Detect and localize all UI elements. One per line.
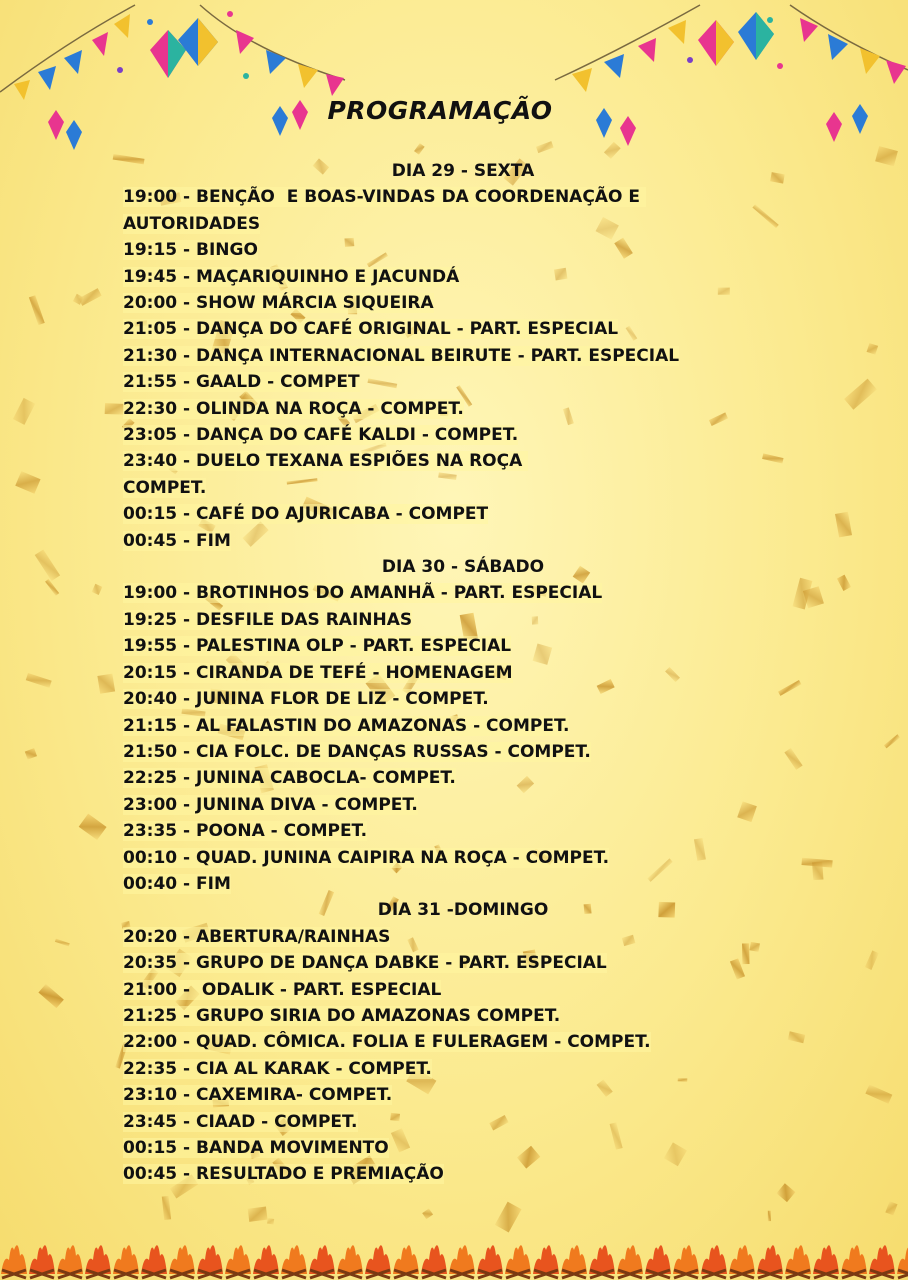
confetti-piece	[801, 858, 832, 868]
schedule-item-text: 21:50 - CIA FOLC. DE DANÇAS RUSSAS - COMPET.	[123, 741, 591, 762]
schedule-item	[123, 818, 723, 844]
schedule-item-text: 00:15 - CAFÉ DO AJURICABA - COMPET	[123, 504, 489, 525]
confetti-piece	[105, 403, 124, 414]
schedule-item	[123, 977, 723, 1003]
schedule-item	[123, 264, 723, 290]
schedule-item	[123, 660, 723, 686]
schedule-item-text: 20:00 - SHOW MÁRCIA SIQUEIRA	[123, 293, 434, 314]
confetti-piece	[837, 575, 851, 591]
schedule-item-text: 19:25 - DESFILE DAS RAINHAS	[123, 609, 413, 630]
schedule-item-text: 00:45 - RESULTADO E PREMIAÇÃO	[123, 1164, 444, 1185]
schedule-item-text: 23:00 - JUNINA DIVA - COMPET.	[123, 794, 418, 815]
schedule-item-text: 21:25 - GRUPO SIRIA DO AMAZONAS COMPET.	[123, 1005, 561, 1026]
schedule-item-text: 23:40 - DUELO TEXANA ESPIÕES NA ROÇA COMPET.	[123, 451, 529, 498]
schedule-item-text: 23:45 - CIAAD - COMPET.	[123, 1111, 358, 1132]
confetti-piece	[29, 295, 45, 325]
schedule-item-text: 00:45 - FIM	[123, 530, 231, 551]
confetti-piece	[495, 1202, 522, 1233]
confetti-piece	[875, 146, 898, 166]
schedule-item	[123, 950, 723, 976]
schedule-item	[123, 871, 723, 897]
schedule-item-text: 20:35 - GRUPO DE DANÇA DABKE - PART. ESPECIAL	[123, 953, 607, 974]
confetti-piece	[884, 734, 900, 748]
confetti-piece	[752, 204, 778, 228]
confetti-piece	[865, 950, 879, 970]
schedule-item-text: 00:40 - FIM	[123, 873, 231, 894]
confetti-piece	[768, 1211, 771, 1221]
confetti-piece	[162, 1196, 171, 1220]
schedule-item-text: 19:15 - BINGO	[123, 240, 258, 261]
schedule-item	[123, 1109, 723, 1135]
confetti-piece	[13, 398, 35, 425]
schedule-item-text: 00:15 - BANDA MOVIMENTO	[123, 1137, 389, 1158]
confetti-piece	[737, 801, 757, 822]
schedule-item	[123, 501, 723, 527]
schedule	[123, 158, 723, 1188]
schedule-item-text: 21:00 - ODALIK - PART. ESPECIAL	[123, 979, 442, 1000]
confetti-piece	[55, 939, 70, 947]
confetti-piece	[15, 471, 40, 494]
schedule-item	[123, 1082, 723, 1108]
confetti-piece	[38, 984, 63, 1008]
confetti-piece	[844, 379, 877, 410]
page-title: PROGRAMAÇÃO	[327, 96, 553, 125]
schedule-item	[123, 343, 723, 369]
schedule-item-text: 19:45 - MAÇARIQUINHO E JACUNDÁ	[123, 266, 460, 287]
schedule-item	[123, 580, 723, 606]
schedule-item-text: 22:25 - JUNINA CABOCLA- COMPET.	[123, 768, 456, 789]
confetti-piece	[784, 748, 802, 770]
schedule-item	[123, 369, 723, 395]
confetti-piece	[422, 1208, 433, 1219]
confetti-piece	[79, 814, 107, 840]
schedule-item	[123, 290, 723, 316]
schedule-item-text: 21:15 - AL FALASTIN DO AMAZONAS - COMPET.	[123, 715, 570, 736]
schedule-item-text: 20:20 - ABERTURA/RAINHAS	[123, 926, 391, 947]
paper-lantern-icon	[48, 11, 308, 150]
schedule-item	[123, 633, 723, 659]
confetti-piece	[248, 1207, 268, 1222]
confetti-piece	[742, 943, 749, 964]
paper-lantern-icon	[596, 12, 868, 146]
confetti-piece	[97, 674, 115, 694]
confetti-piece	[749, 942, 760, 952]
confetti-piece	[778, 680, 801, 696]
confetti-piece	[865, 1084, 892, 1103]
schedule-item-text: 22:30 - OLINDA NA ROÇA - COMPET.	[123, 398, 464, 419]
schedule-item-text: 21:05 - DANÇA DO CAFÉ ORIGINAL - PART. ESPECIAL	[123, 319, 619, 340]
confetti-piece	[25, 748, 37, 759]
schedule-item	[123, 1056, 723, 1082]
schedule-item-text: 22:00 - QUAD. CÔMICA. FOLIA E FULERAGEM - COMPET.	[123, 1032, 651, 1053]
schedule-item	[123, 1029, 723, 1055]
schedule-item	[123, 1003, 723, 1029]
schedule-item	[123, 316, 723, 342]
schedule-item	[123, 448, 553, 501]
schedule-item	[123, 237, 723, 263]
confetti-piece	[776, 1183, 795, 1202]
schedule-item	[123, 713, 723, 739]
day-heading: DIA 31 -DOMINGO	[377, 900, 549, 921]
confetti-piece	[536, 141, 554, 153]
confetti-piece	[35, 549, 60, 581]
day-section	[123, 897, 723, 1187]
confetti-piece	[45, 579, 59, 596]
schedule-item-text: 21:30 - DANÇA INTERNACIONAL BEIRUTE - PART. ESPECIAL	[123, 345, 680, 366]
confetti-piece	[867, 343, 879, 355]
schedule-item-text: 23:10 - CAXEMIRA- COMPET.	[123, 1085, 393, 1106]
confetti-piece	[788, 1031, 805, 1043]
schedule-item	[123, 607, 723, 633]
confetti-piece	[414, 143, 425, 154]
confetti-piece	[267, 1218, 274, 1224]
schedule-item-text: 20:40 - JUNINA FLOR DE LIZ - COMPET.	[123, 689, 489, 710]
day-section	[123, 554, 723, 897]
confetti-piece	[885, 1201, 897, 1215]
day-heading: DIA 30 - SÁBADO	[381, 557, 545, 578]
schedule-item-text: 19:00 - BENÇÃO E BOAS-VINDAS DA COORDENAÇÃO E AUTORIDADES	[123, 187, 646, 234]
schedule-item	[123, 1135, 723, 1161]
confetti-piece	[92, 584, 103, 595]
confetti-piece	[835, 512, 852, 538]
schedule-item-text: 23:35 - POONA - COMPET.	[123, 821, 368, 842]
schedule-item-text: 20:15 - CIRANDA DE TEFÉ - HOMENAGEM	[123, 662, 513, 683]
schedule-item-text: 00:10 - QUAD. JUNINA CAIPIRA NA ROÇA - COMPET.	[123, 847, 610, 868]
bonfire-row	[0, 1236, 908, 1280]
schedule-item	[123, 845, 723, 871]
schedule-item	[123, 422, 723, 448]
schedule-item	[123, 924, 723, 950]
day-heading: DIA 29 - SEXTA	[391, 161, 535, 181]
schedule-item	[123, 396, 723, 422]
schedule-item-text: 19:00 - BROTINHOS DO AMANHÃ - PART. ESPECIAL	[123, 583, 603, 604]
confetti-piece	[26, 673, 52, 688]
schedule-item-text: 22:35 - CIA AL KARAK - COMPET.	[123, 1058, 432, 1079]
schedule-item	[123, 686, 723, 712]
schedule-item-text: 19:55 - PALESTINA OLP - PART. ESPECIAL	[123, 636, 512, 657]
schedule-item	[123, 765, 723, 791]
confetti-piece	[762, 453, 783, 463]
day-section	[123, 158, 723, 554]
schedule-item	[123, 792, 723, 818]
schedule-item	[123, 528, 723, 554]
bunting-flags-icon	[555, 5, 908, 92]
confetti-piece	[604, 142, 621, 159]
schedule-item-text: 21:55 - GAALD - COMPET	[123, 372, 360, 393]
schedule-item	[123, 1161, 723, 1187]
schedule-item	[123, 739, 723, 765]
schedule-item	[123, 184, 723, 237]
schedule-item-text: 23:05 - DANÇA DO CAFÉ KALDI - COMPET.	[123, 425, 519, 446]
